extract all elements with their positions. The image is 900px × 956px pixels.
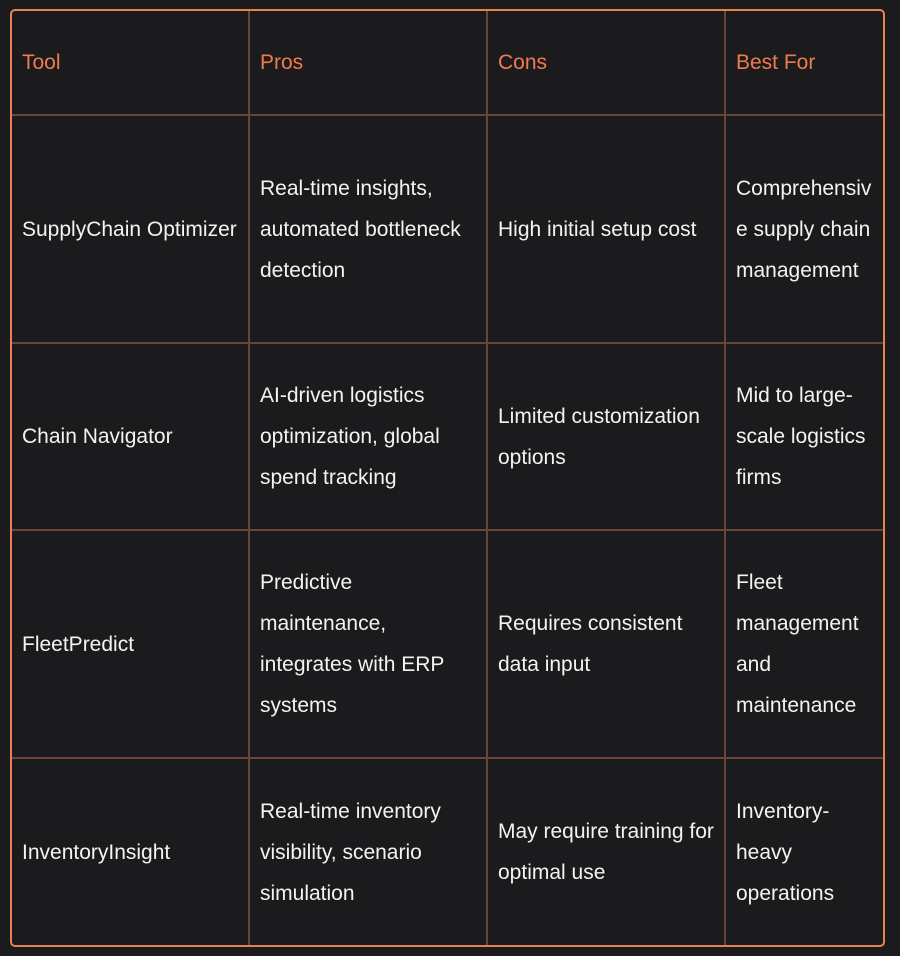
comparison-table-container xyxy=(10,9,885,947)
comparison-table xyxy=(12,11,883,945)
table-row xyxy=(12,758,883,945)
cell-best-for: Mid to large-scale logistics firms xyxy=(725,343,883,530)
cell-tool: SupplyChain Optimizer xyxy=(12,115,249,343)
table-row xyxy=(12,115,883,343)
header-tool: Tool xyxy=(12,11,249,115)
cell-tool: FleetPredict xyxy=(12,530,249,758)
cell-tool: InventoryInsight xyxy=(12,758,249,945)
cell-pros: Real-time insights, automated bottleneck detection xyxy=(249,115,487,343)
cell-best-for: Comprehensive supply chain management xyxy=(725,115,883,343)
cell-cons: Requires consistent data input xyxy=(487,530,725,758)
header-best-for: Best For xyxy=(725,11,883,115)
cell-cons: May require training for optimal use xyxy=(487,758,725,945)
cell-best-for: Inventory-heavy operations xyxy=(725,758,883,945)
cell-best-for: Fleet management and maintenance xyxy=(725,530,883,758)
table-row xyxy=(12,530,883,758)
cell-pros: Real-time inventory visibility, scenario simulation xyxy=(249,758,487,945)
cell-pros: AI-driven logistics optimization, global spend tracking xyxy=(249,343,487,530)
cell-tool: Chain Navigator xyxy=(12,343,249,530)
header-cons: Cons xyxy=(487,11,725,115)
cell-pros: Predictive maintenance, integrates with ERP systems xyxy=(249,530,487,758)
header-pros: Pros xyxy=(249,11,487,115)
table-header-row xyxy=(12,11,883,115)
cell-cons: Limited customization options xyxy=(487,343,725,530)
cell-cons: High initial setup cost xyxy=(487,115,725,343)
table-row xyxy=(12,343,883,530)
